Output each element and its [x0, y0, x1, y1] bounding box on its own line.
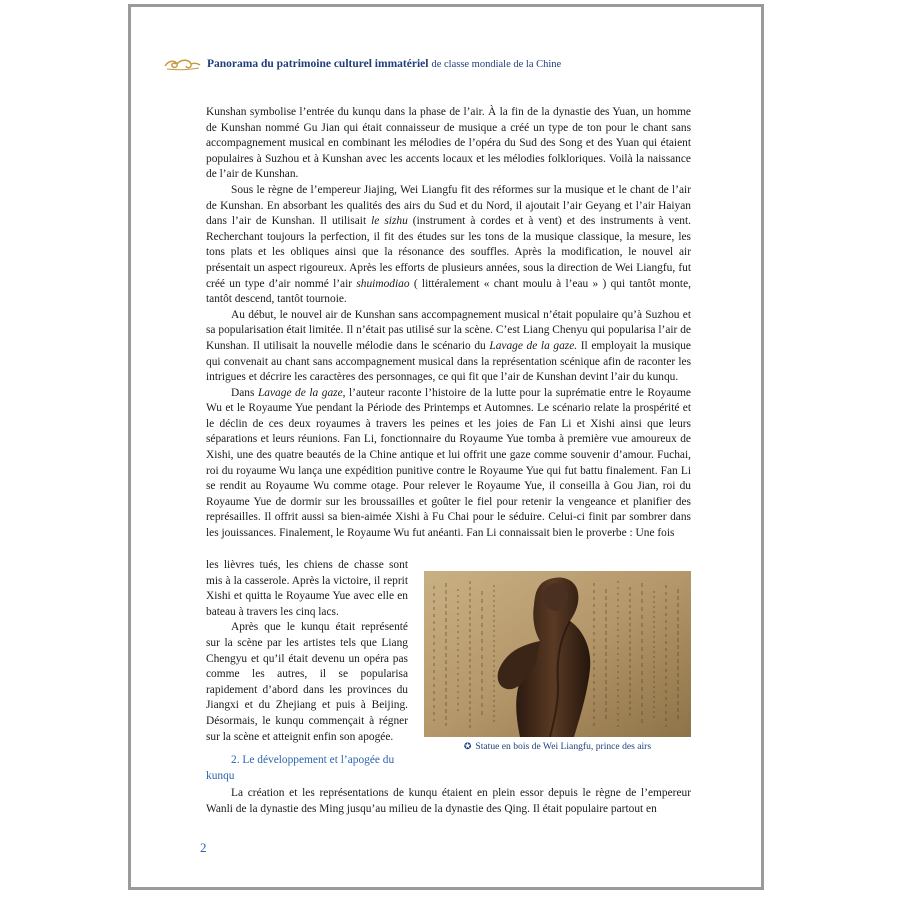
header-title: Panorama du patrimoine culturel immatériel [207, 58, 429, 70]
cloud-ornament-icon [163, 57, 201, 71]
running-header [163, 56, 561, 72]
statue-photo [424, 571, 691, 737]
paragraph: Kunshan symbolise l’entrée du kunqu dans la phase de l’air. À la fin de la dynastie des Yuan, un homme de Kunshan nommé Gu Jian qui était connaisseur de musique a créé un type de ton pour le chant sans accompagnement musical en combinant les mélodies de l’opéra du Sud des Song et des Yuan qui étaient populaires à Suzhou et à Kunshan avec les accents locaux et les mélodies folkloriques. Voilà la naissance de l’air de Kunshan. [206, 106, 691, 181]
paragraph: Au début, le nouvel air de Kunshan sans accompagnement musical n’était populaire qu’à Suzhou et sa popularisation était limitée. Il n’était pas utilisé sur la scène. C’est Liang Chenyu qui popularisa l’air de Kunshan. Il utilisait la nouvelle mélodie dans le scénario du Lavage de la gaze. Il employait la musique qui convenait au chant sans accompagnement musical dans la représentation scénique afin de raconter les intrigues et décrire les caractères des personnages, ce qui fit que l’air de Kunshan devint l’air du kunqu. [206, 308, 691, 384]
bullet-icon: ✪ [463, 741, 472, 751]
left-column-text [206, 558, 408, 745]
paragraph: Dans Lavage de la gaze, l’auteur raconte l’histoire de la lutte pour la suprématie entre le Royaume Wu et le Royaume Yue pendant la Période des Printemps et Automnes. Le scénario relate la prospérité et le déclin de ces deux royaumes à travers les peines et les joies de Fan Li et Xishi ainsi que leurs séparations et leurs réunions. Fan Li, fonctionnaire du Royaume Yue tomba à première vue amoureux de Xishi, une des quatre beautés de la Chine antique et lui offrit une gaze comme souvenir d’amour. Fuchai, roi du royaume Wu lança une expédition punitive contre le Royaume Yue qui fut battu finalement. Fan Li se rendit au Royaume Wu comme otage. Pour relever le Royaume Yue, il conseilla à Gou Jian, roi du Royaume Yue de dormir sur les broussailles et goûter le fiel pour retenir la vengeance et planifier des représailles. Il offrit aussi sa bien-aimée Xishi à Fu Chai pour le séduire. Celui-ci finit par sombrer dans les jouissances. Finalement, le Royaume Wu fut anéanti. Fan Li connaissait bien le proverbe : Une fois [206, 386, 691, 540]
paragraph: Après que le kunqu était représenté sur la scène par les artistes tels que Liang Chengyu et qu’il était devenu un opéra pas comme les autres, il se popularisa rapidement d’abord dans les provinces du Jiangxi et du Zhejiang et puis à Beijing. Désormais, le kunqu commençait à régner sur la scène et atteignit enfin son apogée. [206, 621, 408, 743]
paragraph: les lièvres tués, les chiens de chasse sont mis à la casserole. Après la victoire, il reprit Xishi et quitta le Royaume Yue avec elle en bateau à travers les cinq lacs. [206, 559, 408, 618]
header-subtitle: de classe mondiale de la Chine [431, 58, 562, 70]
main-text [206, 105, 691, 542]
figure-caption [424, 741, 691, 752]
bottom-text [206, 786, 691, 817]
paragraph: La création et les représentations de kunqu étaient en plein essor depuis le règne de l’empereur Wanli de la dynastie des Ming jusqu’au milieu de la dynastie des Qing. Il était populaire partout en [206, 787, 691, 815]
page-number: 2 [200, 840, 207, 855]
paragraph: Sous le règne de l’empereur Jiajing, Wei Liangfu fit des réformes sur la musique et le chant de l’air de Kunshan. En absorbant les qualités des airs du Sud et du Nord, il ajoutait l’air Geyang et l’air Haiyan dans l’air de Kunshan. Il utilisait le sizhu (instrument à cordes et à vent) et des instruments à vent. Recherchant toujours la perfection, il fit des études sur les tons de la musique classique, la mesure, les tons plats et les obliques ainsi que la résonance des souffles. Après la modification, le nouvel air présentait un aspect rigoureux. Après les efforts de plusieurs années, sous la direction de Wei Liangfu, fut créé un type d’air nommé l’air shuimodiao ( littéralement « chant moulu à l’eau » ) qui tantôt monte, tantôt descend, tantôt tournoie. [206, 183, 691, 306]
section-heading: 2. Le développement et l’apogée du kunqu [206, 754, 395, 782]
caption-text: Statue en bois de Wei Liangfu, prince des airs [475, 741, 652, 752]
